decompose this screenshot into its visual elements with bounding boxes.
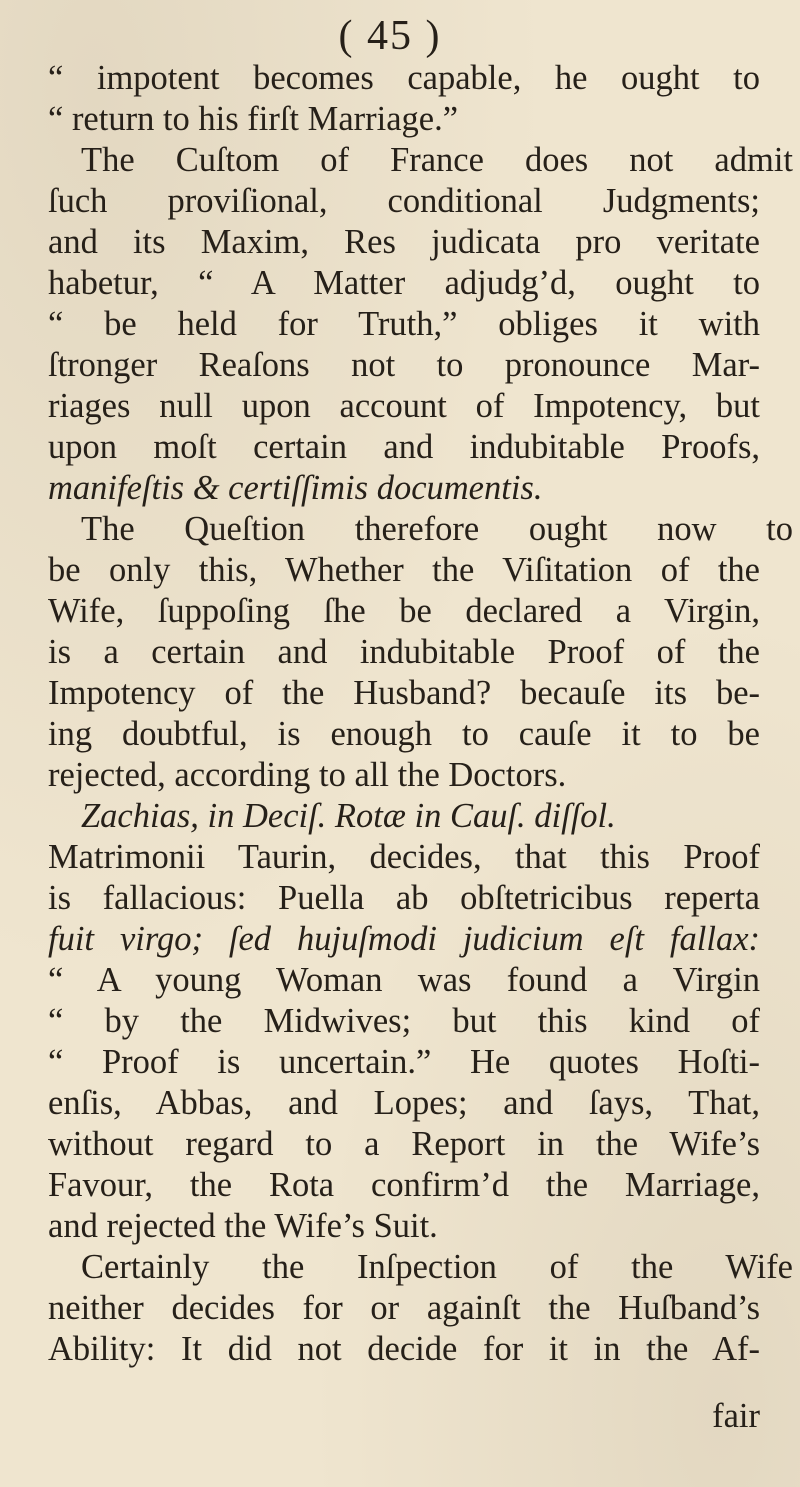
text-line-24: “ by the Midwives; but this kind of [48,1002,760,1040]
text-line-13: be only this, Whether the Viſitation of the [48,551,760,589]
text-line-1: “ impotent becomes capable, he ought to [48,59,760,97]
text-line-30: Certainly the Inſpection of the Wife [81,1248,793,1286]
text-line-10: upon moſt certain and indubitable Proofs, [48,428,760,466]
text-line-32: Ability: It did not decide for it in the Af- [48,1330,760,1368]
text-line-23: “ A young Woman was found a Virgin [48,961,760,999]
text-line-18: rejected, according to all the Doctors. [48,756,567,794]
catchword: fair [712,1397,760,1435]
text-line-2: “ return to his firſt Marriage.” [48,100,459,138]
text-line-7: “ be held for Truth,” obliges it with [48,305,760,343]
text-line-12: The Queſtion therefore ought now to [81,510,793,548]
text-line-31: neither decides for or againſt the Huſband’s [48,1289,760,1327]
text-line-5: and its Maxim, Res judicata pro veritate [48,223,760,261]
text-line-20: Matrimonii Taurin, decides, that this Proof [48,838,760,876]
text-line-4: ſuch proviſional, conditional Judgments; [48,182,760,220]
text-line-14: Wife, ſuppoſing ſhe be declared a Virgin, [48,592,760,630]
text-line-29: and rejected the Wife’s Suit. [48,1207,438,1245]
text-line-3: The Cuſtom of France does not admit [81,141,793,179]
text-line-16: Impotency of the Husband? becauſe its be- [48,674,760,712]
text-line-11: manifeſtis & certiſſimis documentis. [48,469,543,507]
text-line-26: enſis, Abbas, and Lopes; and ſays, That, [48,1084,760,1122]
text-line-22: fuit virgo; ſed hujuſmodi judicium eſt fallax: [48,920,760,958]
text-line-28: Favour, the Rota confirm’d the Marriage, [48,1166,760,1204]
text-line-21: is fallacious: Puella ab obſtetricibus reperta [48,879,760,917]
text-line-8: ſtronger Reaſons not to pronounce Mar- [48,346,760,384]
page-number: ( 45 ) [338,13,442,59]
text-line-19: Zachias, in Deciſ. Rotæ in Cauſ. diſſol. [81,797,616,835]
text-line-27: without regard to a Report in the Wife’s [48,1125,760,1163]
text-line-25: “ Proof is uncertain.” He quotes Hoſti- [48,1043,760,1081]
text-line-9: riages null upon account of Impotency, but [48,387,760,425]
text-line-17: ing doubtful, is enough to cauſe it to be [48,715,760,753]
text-line-6: habetur, “ A Matter adjudg’d, ought to [48,264,760,302]
text-line-15: is a certain and indubitable Proof of the [48,633,760,671]
